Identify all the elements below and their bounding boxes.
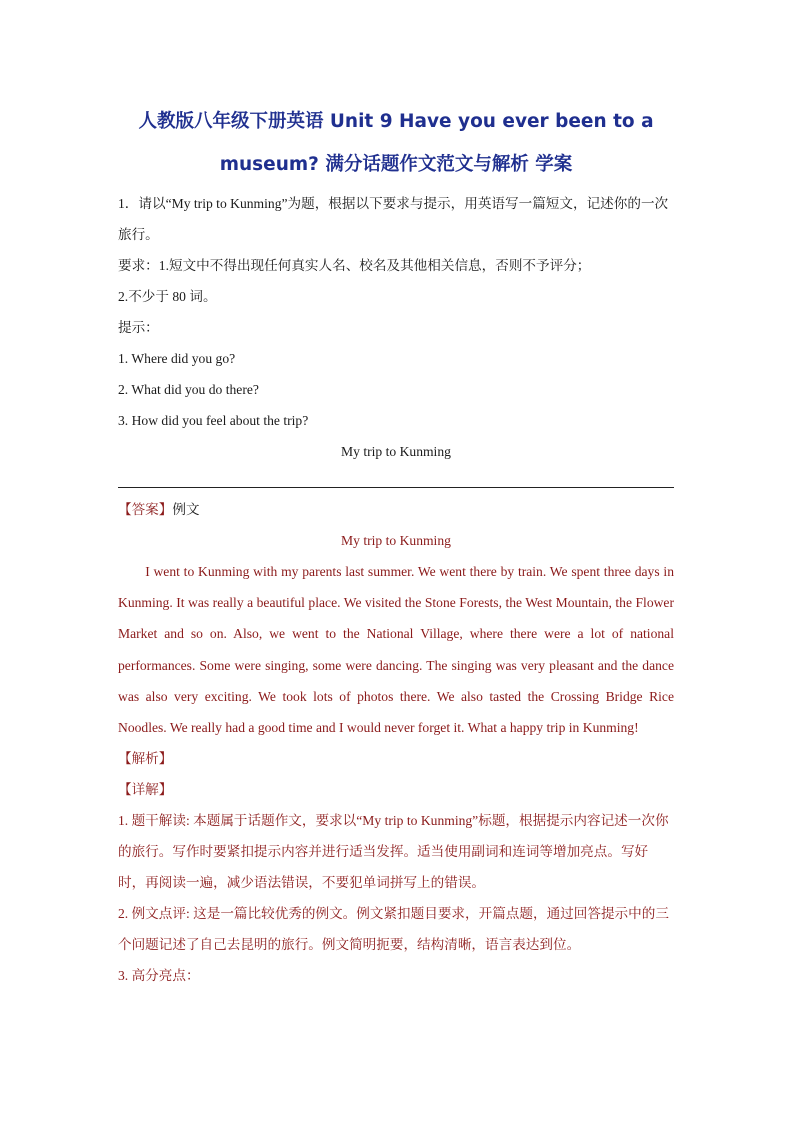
analysis-point-2: 2. 例文点评: 这是一篇比较优秀的例文。例文紧扣题目要求，开篇点题，通过回答提示中的三个问题记述了自己去昆明的旅行。例文简明扼要，结构清晰，语言表达到位。 xyxy=(118,906,669,953)
answer-bracket-label: 【答案】 xyxy=(118,502,173,517)
title-line-2: museum? 满分话题作文范文与解析 学案 xyxy=(219,154,573,175)
hint-3: 3. How did you feel about the trip? xyxy=(118,413,309,428)
requirement-1: 要求：1.短文中不得出现任何真实人名、校名及其他相关信息，否则不予评分； xyxy=(118,258,591,273)
answer-essay-title: My trip to Kunming xyxy=(341,533,451,548)
answer-line-divider xyxy=(118,487,674,488)
analysis-point-3: 3. 高分亮点： xyxy=(118,968,200,984)
detail-label: 【详解】 xyxy=(118,782,173,798)
hint-1: 1. Where did you go? xyxy=(118,351,236,366)
answer-label-text: 例文 xyxy=(172,502,200,517)
question-prompt: 1．请以“My trip to Kunming”为题，根据以下要求与提示，用英语写一篇短文，记述你的一次旅行。 xyxy=(118,196,669,242)
analysis-label: 【解析】 xyxy=(118,751,173,767)
document-title xyxy=(78,100,714,186)
document-page xyxy=(118,100,674,991)
title-line-1: 人教版八年级下册英语 Unit 9 Have you ever been to a xyxy=(138,111,654,132)
answer-essay-body: I went to Kunming with my parents last summer. We went there by train. We spent three days in Kunming. It was really a beautiful place. We visited the Stone Forests, the West Mountain, the Flower Market and so on. Also, we went to the National Village, where there were a lot of national performances. Some were singing, some were dancing. The singing was very pleasant and the dance was also very exciting. We took lots of photos there. We also tasted the Crossing Bridge Rice Noodles. We really had a good time and I would never forget it. What a happy trip in Kunming! xyxy=(118,564,674,736)
hint-2: 2. What did you do there? xyxy=(118,382,259,397)
question-section xyxy=(118,188,674,488)
analysis-section xyxy=(118,743,674,991)
question-essay-title: My trip to Kunming xyxy=(341,444,451,459)
analysis-point-1: 1. 题干解读: 本题属于话题作文，要求以“My trip to Kunming”标题，根据提示内容记述一次你的旅行。写作时要紧扣提示内容并进行适当发挥。适当使用副词和连词等增加亮点。写好时，再阅读一遍，减少语法错误，不要犯单词拼写上的错误。 xyxy=(118,813,669,891)
answer-heading xyxy=(118,494,674,525)
answer-section xyxy=(118,494,674,743)
hint-label: 提示： xyxy=(118,320,159,335)
requirement-2: 2.不少于 80 词。 xyxy=(118,289,217,304)
